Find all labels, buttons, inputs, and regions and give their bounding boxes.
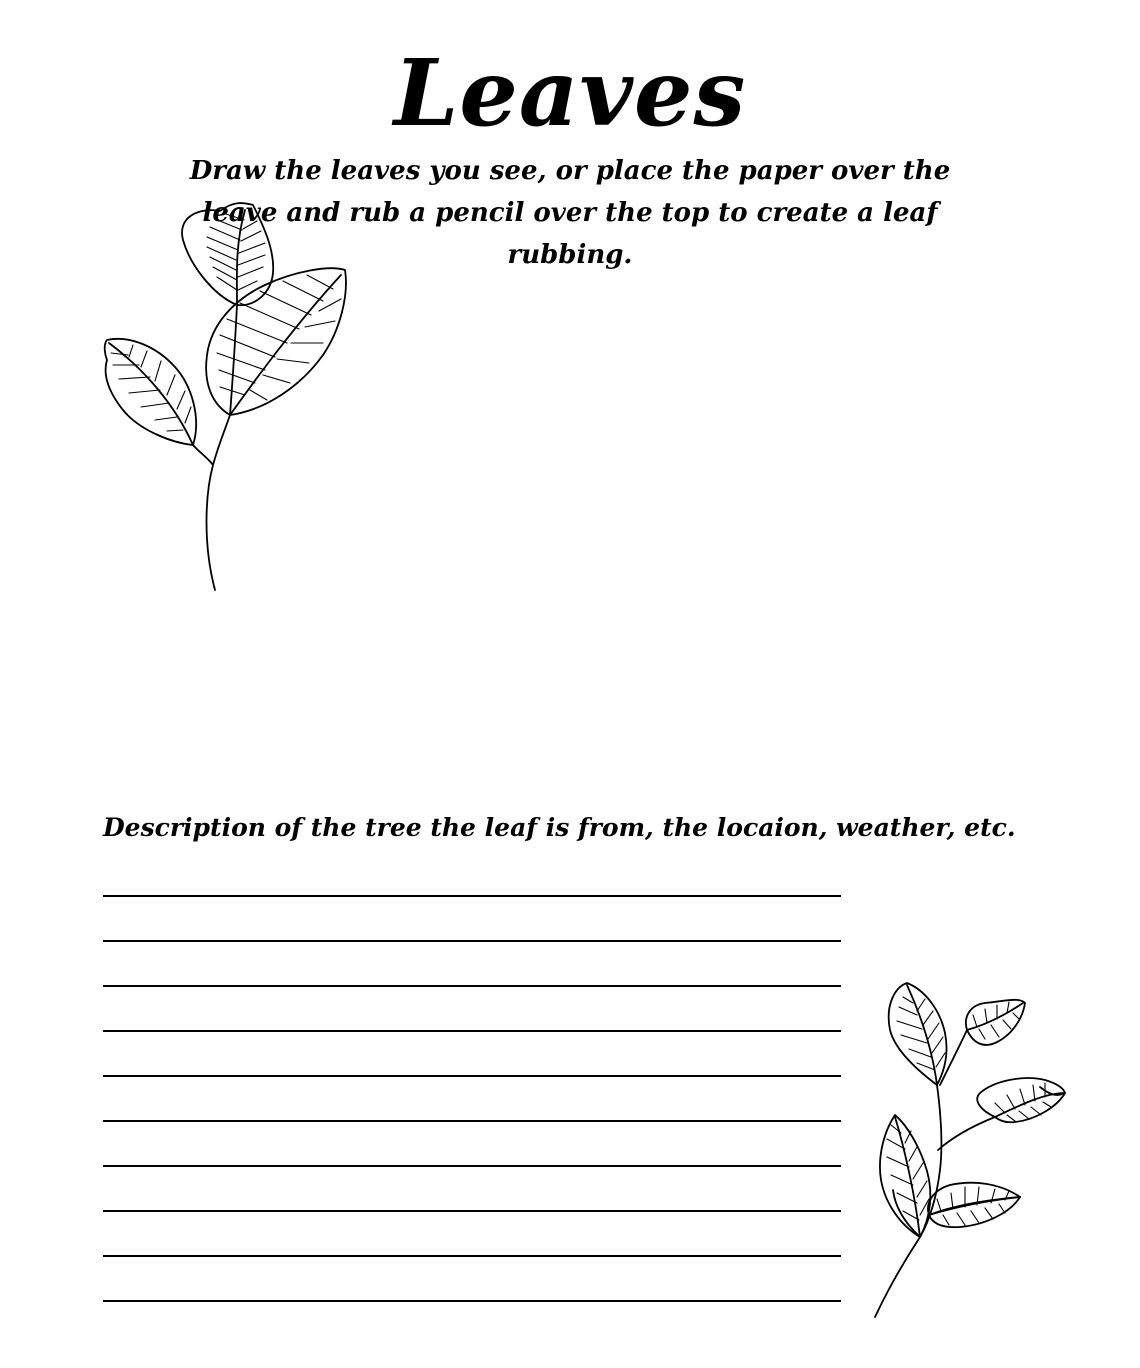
description-prompt: Description of the tree the leaf is from, the locaion, weather, etc.: [103, 813, 1016, 842]
drawing-instructions: Draw the leaves you see, or place the paper over the leave and rub a pencil over the top to create a leaf rubbing.: [189, 156, 951, 270]
writing-line[interactable]: [103, 1167, 841, 1212]
writing-lines[interactable]: [103, 895, 841, 1302]
writing-line[interactable]: [103, 942, 841, 987]
writing-line[interactable]: [103, 1257, 841, 1302]
writing-line[interactable]: [103, 1077, 841, 1122]
page-title: Leaves: [393, 39, 747, 147]
drawing-area[interactable]: [370, 240, 1070, 780]
writing-line[interactable]: [103, 897, 841, 942]
writing-line[interactable]: [103, 1122, 841, 1167]
writing-line[interactable]: [103, 1212, 841, 1257]
leaf-branch-illustration-top: [95, 195, 360, 595]
writing-line[interactable]: [103, 1032, 841, 1077]
leaf-branch-illustration-bottom: [845, 975, 1075, 1320]
writing-line[interactable]: [103, 987, 841, 1032]
